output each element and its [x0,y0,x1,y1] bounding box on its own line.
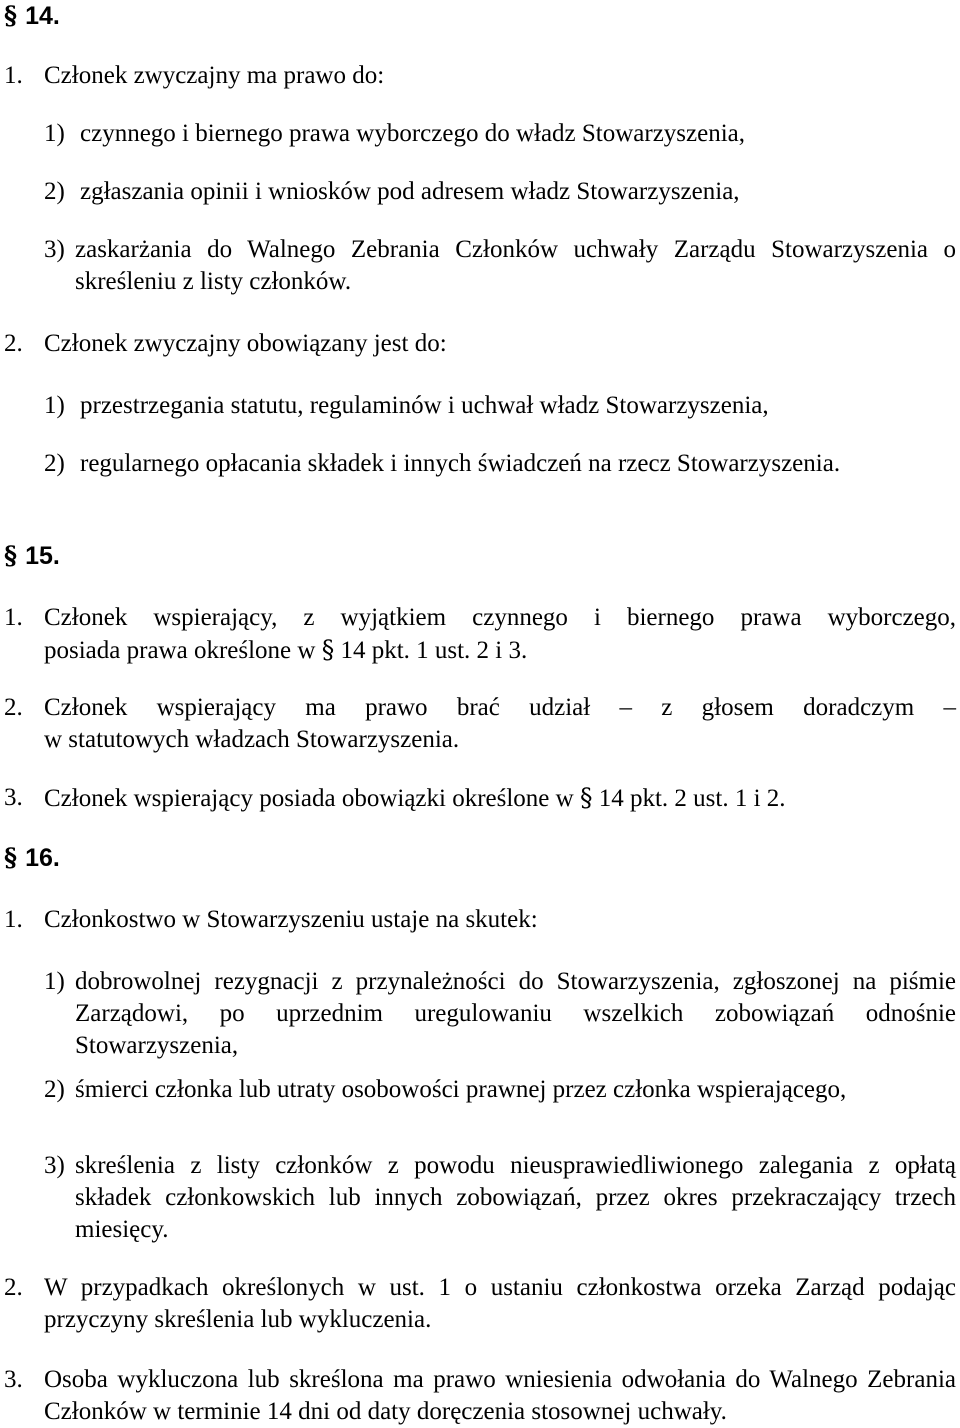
section-number: 16. [25,844,60,872]
list-item-number: 2) [44,1076,65,1103]
paragraph-number: 2. [4,1274,23,1301]
list-item-number: 2) [44,178,65,205]
list-item-number: 3) [44,236,65,263]
paragraph-number: 1. [4,604,23,631]
paragraph-text-line: Członek wspierający, z wyjątkiem czynnego i biernego prawa wyborczego, [44,604,956,631]
paragraph-text: Członek zwyczajny obowiązany jest do: [44,330,447,357]
text-span: 14 pkt. 1 ust. 2 i 3. [334,637,528,664]
section-number: 14. [25,2,60,30]
paragraph-number: 1. [4,906,23,933]
section-heading-15 [4,540,60,572]
list-item-text: zaskarżania do Walnego Zebrania Członków uchwały Zarządu Stowarzyszenia o skreśleniu z listy członków. [75,236,956,295]
list-item-number: 1) [44,392,65,419]
paragraph-number: 2. [4,694,23,721]
list-item-text: dobrowolnej rezygnacji z przynależności do Stowarzyszenia, zgłoszonej na piśmie Zarządowi, po uprzednim uregulowaniu wszelkich zobowiązań odnośnie Stowarzyszenia, [75,968,956,1059]
paragraph-text-line: Członek wspierający ma prawo brać udział – z głosem doradczym – [44,694,956,721]
paragraph-number: 1. [4,62,23,89]
section-number: 15. [25,542,60,570]
section-heading-14 [4,0,60,32]
list-item-number: 2) [44,450,65,477]
list-item-text: skreślenia z listy członków z powodu nieusprawiedliwionego zalegania z opłatą składek członkowskich lub innych zobowiązań, przez okres przekraczający trzech miesięcy. [75,1152,956,1243]
paragraph-text: Osoba wykluczona lub skreślona ma prawo wniesienia odwołania do Walnego Zebrania Członków w terminie 14 dni od daty doręczenia stosownej uchwały. [44,1366,956,1425]
list-item-text: regularnego opłacania składek i innych świadczeń na rzecz Stowarzyszenia. [80,450,841,477]
text-span: Członek wspierający posiada obowiązki określone w [44,785,580,812]
paragraph-text [44,782,956,815]
paragraph-text: W przypadkach określonych w ust. 1 o ustaniu członkostwa orzeka Zarząd podając przyczyny skreślenia lub wykluczenia. [44,1274,956,1333]
list-item-number: 3) [44,1152,65,1179]
paragraph-number: 3. [4,784,23,811]
paragraph-text-line: w statutowych władzach Stowarzyszenia. [44,726,460,753]
list-item-text: przestrzegania statutu, regulaminów i uchwał władz Stowarzyszenia, [80,392,769,419]
section-reference-sign: § [579,783,593,812]
list-item-text: śmierci członka lub utraty osobowości prawnej przez członka wspierającego, [75,1076,847,1103]
section-sign: § [4,1,18,30]
paragraph-number: 3. [4,1366,23,1393]
section-sign: § [4,843,18,872]
paragraph-text: Członkostwo w Stowarzyszeniu ustaje na skutek: [44,906,538,933]
list-item-text: czynnego i biernego prawa wyborczego do władz Stowarzyszenia, [80,120,746,147]
section-heading-16 [4,842,60,874]
section-sign: § [4,541,18,570]
list-item-number: 1) [44,120,65,147]
paragraph-text: Członek zwyczajny ma prawo do: [44,62,385,89]
paragraph-number: 2. [4,330,23,357]
list-item-text: zgłaszania opinii i wniosków pod adresem władz Stowarzyszenia, [80,178,740,205]
paragraph-text-line [44,634,956,667]
text-span: 14 pkt. 2 ust. 1 i 2. [592,785,786,812]
section-reference-sign: § [321,635,335,664]
text-span: posiada prawa określone w [44,637,322,664]
list-item-number: 1) [44,968,65,995]
